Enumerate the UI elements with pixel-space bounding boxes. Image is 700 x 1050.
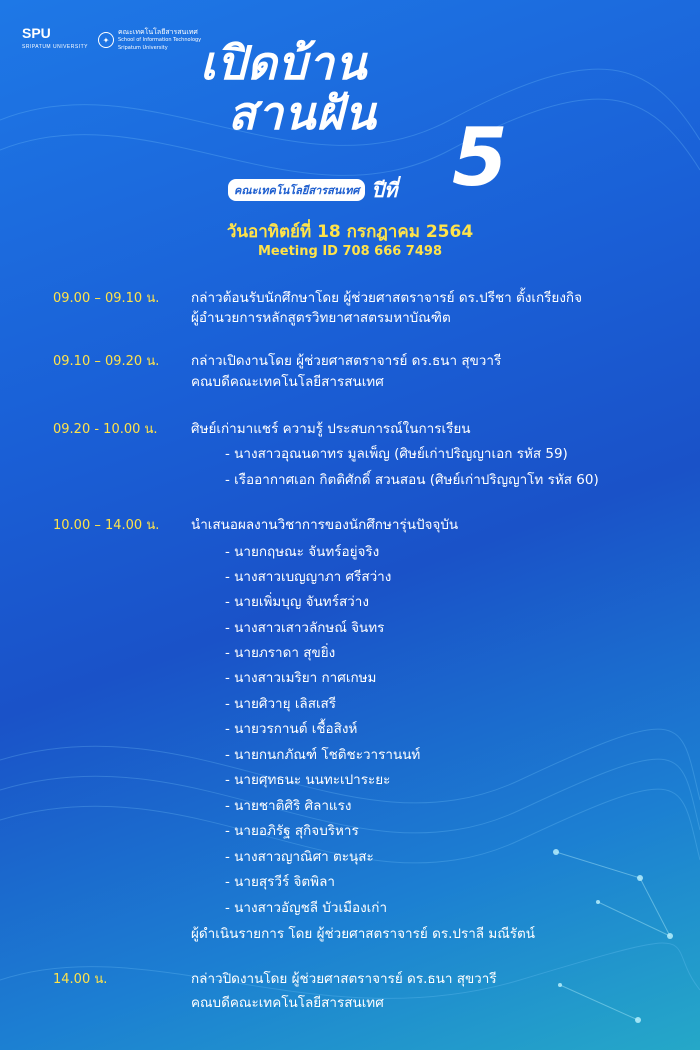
list-item: - นายอภิรัฐ สุกิจบริหาร bbox=[225, 823, 359, 839]
schedule-time: 09.00 – 09.10 น. bbox=[53, 291, 160, 306]
list-item: - เรืออากาศเอก กิตติศักดิ์ สวนสอน (ศิษย์เก่าปริญญาโท รหัส 60) bbox=[225, 472, 599, 488]
schedule-line: กล่าวต้อนรับนักศึกษาโดย ผู้ช่วยศาสตราจารย์ ดร.ปรีชา ตั้งเกรียงกิจ bbox=[191, 290, 583, 306]
schedule-time: 10.00 – 14.00 น. bbox=[53, 518, 160, 533]
schedule-line: คณบดีคณะเทคโนโลยีสารสนเทศ bbox=[191, 374, 384, 390]
list-item: - นายศุทธนะ นนทะเปาระยะ bbox=[225, 772, 391, 788]
title-subline bbox=[228, 174, 397, 206]
meeting-id: Meeting ID 708 666 7498 bbox=[258, 244, 442, 259]
schedule-line: คณบดีคณะเทคโนโลยีสารสนเทศ bbox=[191, 995, 384, 1011]
faculty-logo: ✦ คณะเทคโนโลยีสารสนเทศ School of Information Technology Sripatum University bbox=[98, 28, 201, 52]
title-line-2: สานฝัน bbox=[228, 86, 377, 140]
list-item: - นางสาวเมริยา กาศเกษม bbox=[225, 670, 377, 686]
list-item: - นายวรกานต์ เชื้อสิงห์ bbox=[225, 721, 358, 737]
title-line-1: เปิดบ้าน bbox=[200, 36, 368, 90]
list-item: - นายสุรวีร์ จิตพิลา bbox=[225, 874, 335, 890]
list-item: - นายเพิ่มบุญ จันทร์สว่าง bbox=[225, 594, 369, 610]
list-item: - นางสาวอุณนดาทร มูลเพ็ญ (ศิษย์เก่าปริญญาเอก รหัส 59) bbox=[225, 446, 568, 462]
spu-logo: SPU SRIPATUM UNIVERSITY bbox=[22, 25, 88, 50]
faculty-name: คณะเทคโนโลยีสารสนเทศ bbox=[228, 179, 365, 201]
event-date: วันอาทิตย์ที่ 18 กรกฎาคม 2564 bbox=[226, 222, 474, 242]
list-item: - นางสาวญาณิศา ตะนุสะ bbox=[225, 849, 374, 865]
year-label: ปีที่ bbox=[371, 178, 398, 202]
list-item: - นางสาวอัญชลี บัวเมืองเก่า bbox=[225, 900, 388, 916]
moderator-line: ผู้ดำเนินรายการ โดย ผู้ช่วยศาสตราจารย์ ดร.ปราลี มณีรัตน์ bbox=[191, 926, 536, 942]
schedule-time: 09.10 – 09.20 น. bbox=[53, 354, 160, 369]
edition-number: 5 bbox=[452, 111, 508, 204]
schedule-time: 14.00 น. bbox=[53, 972, 108, 987]
list-item: - นางสาวเสาวลักษณ์ จินทร bbox=[225, 620, 385, 636]
header-logos bbox=[22, 26, 201, 54]
list-item: - นายกฤษณะ จันทร์อยู่จริง bbox=[225, 544, 380, 560]
schedule-time: 09.20 - 10.00 น. bbox=[53, 422, 158, 437]
list-item: - นายชาติศิริ ศิลาแรง bbox=[225, 798, 352, 814]
list-item: - นายกนกภัณฑ์ โชติชะวารานนท์ bbox=[225, 747, 421, 763]
list-item: - นางสาวเบญญาภา ศรีสว่าง bbox=[225, 569, 392, 585]
faculty-emblem-icon: ✦ bbox=[98, 32, 114, 48]
schedule-line: กล่าวเปิดงานโดย ผู้ช่วยศาสตราจารย์ ดร.ธนา สุขวารี bbox=[191, 353, 502, 369]
schedule-line: นำเสนอผลงานวิชาการของนักศึกษารุ่นปัจจุบัน bbox=[191, 517, 459, 533]
schedule-line: ผู้อำนวยการหลักสูตรวิทยาศาสตรมหาบัณฑิต bbox=[191, 310, 451, 326]
schedule-line: กล่าวปิดงานโดย ผู้ช่วยศาสตราจารย์ ดร.ธนา สุขวารี bbox=[191, 971, 497, 987]
list-item: - นายภราดา สุขยิ่ง bbox=[225, 645, 336, 661]
list-item: - นายศิวายุ เลิสเสรี bbox=[225, 696, 337, 712]
schedule-line: ศิษย์เก่ามาแชร์ ความรู้ ประสบการณ์ในการเรียน bbox=[191, 421, 471, 437]
